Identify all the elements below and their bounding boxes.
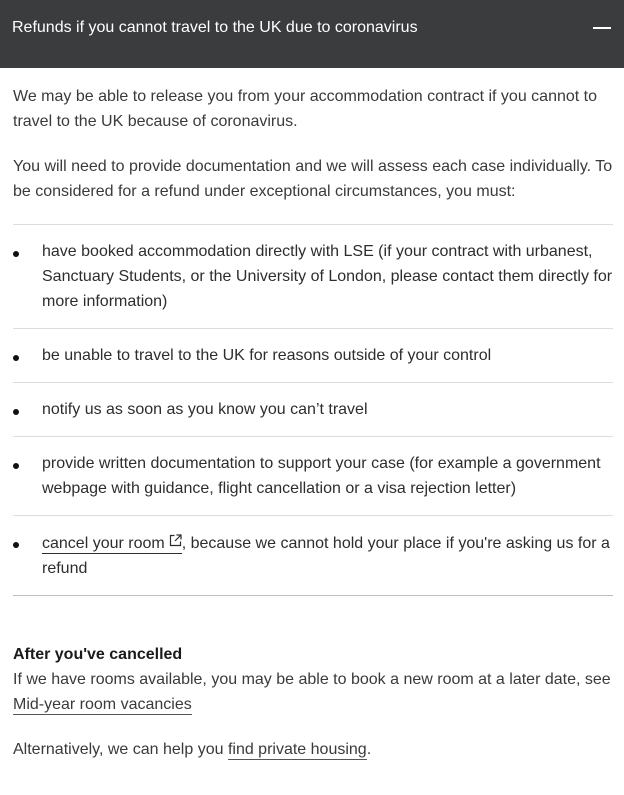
intro-paragraph: We may be able to release you from your accommodation contract if you cannot to travel to the UK because of coronavirus. (13, 88, 597, 130)
list-item-text: notify us as soon as you know you can’t travel (42, 401, 368, 418)
list-item-text: provide written documentation to support your case (for example a government webpage with guidance, flight cancellation or a visa rejection letter) (42, 455, 601, 497)
external-link-icon (169, 530, 182, 555)
bullet-icon (13, 409, 19, 415)
private-housing-link[interactable]: find private housing (227, 741, 367, 758)
alternative-paragraph (13, 737, 613, 762)
requirements-paragraph: You will need to provide documentation and we will assess each case individually. To be considered for a refund under exceptional circumstances, you must: (13, 158, 613, 200)
list-item (13, 225, 613, 329)
bullet-icon (13, 542, 19, 548)
accordion-header[interactable] (0, 0, 624, 68)
after-cancelled-section (13, 642, 613, 717)
list-item-text: be unable to travel to the UK for reasons outside of your control (42, 347, 492, 364)
alternative-text: Alternatively, we can help you (13, 741, 228, 758)
list-item (13, 329, 613, 383)
cancel-room-link[interactable] (42, 535, 182, 554)
list-item-text: , because we cannot hold your place if you're asking us for a refund (42, 535, 610, 577)
mid-year-vacancies-link[interactable]: Mid-year room vacancies (13, 696, 192, 713)
criteria-list (13, 224, 613, 596)
cancel-room-link-label: cancel your room (42, 535, 165, 552)
bullet-icon (13, 355, 19, 361)
list-item (13, 516, 613, 596)
minus-icon[interactable] (592, 18, 612, 38)
accordion-title: Refunds if you cannot travel to the UK due to coronavirus (12, 19, 418, 36)
after-text: If we have rooms available, you may be able to book a new room at a later date, see (13, 671, 611, 688)
section-heading: After you've cancelled (13, 646, 183, 663)
bullet-icon (13, 463, 19, 469)
list-item (13, 437, 613, 516)
accordion-content (0, 68, 624, 762)
alternative-suffix: . (366, 741, 372, 758)
bullet-icon (13, 251, 19, 257)
list-item-text: have booked accommodation directly with LSE (if your contract with urbanest, Sanctuary Students, or the University of London, please contact them directly for more information) (42, 243, 613, 310)
list-item (13, 383, 613, 437)
after-paragraph (13, 667, 613, 717)
